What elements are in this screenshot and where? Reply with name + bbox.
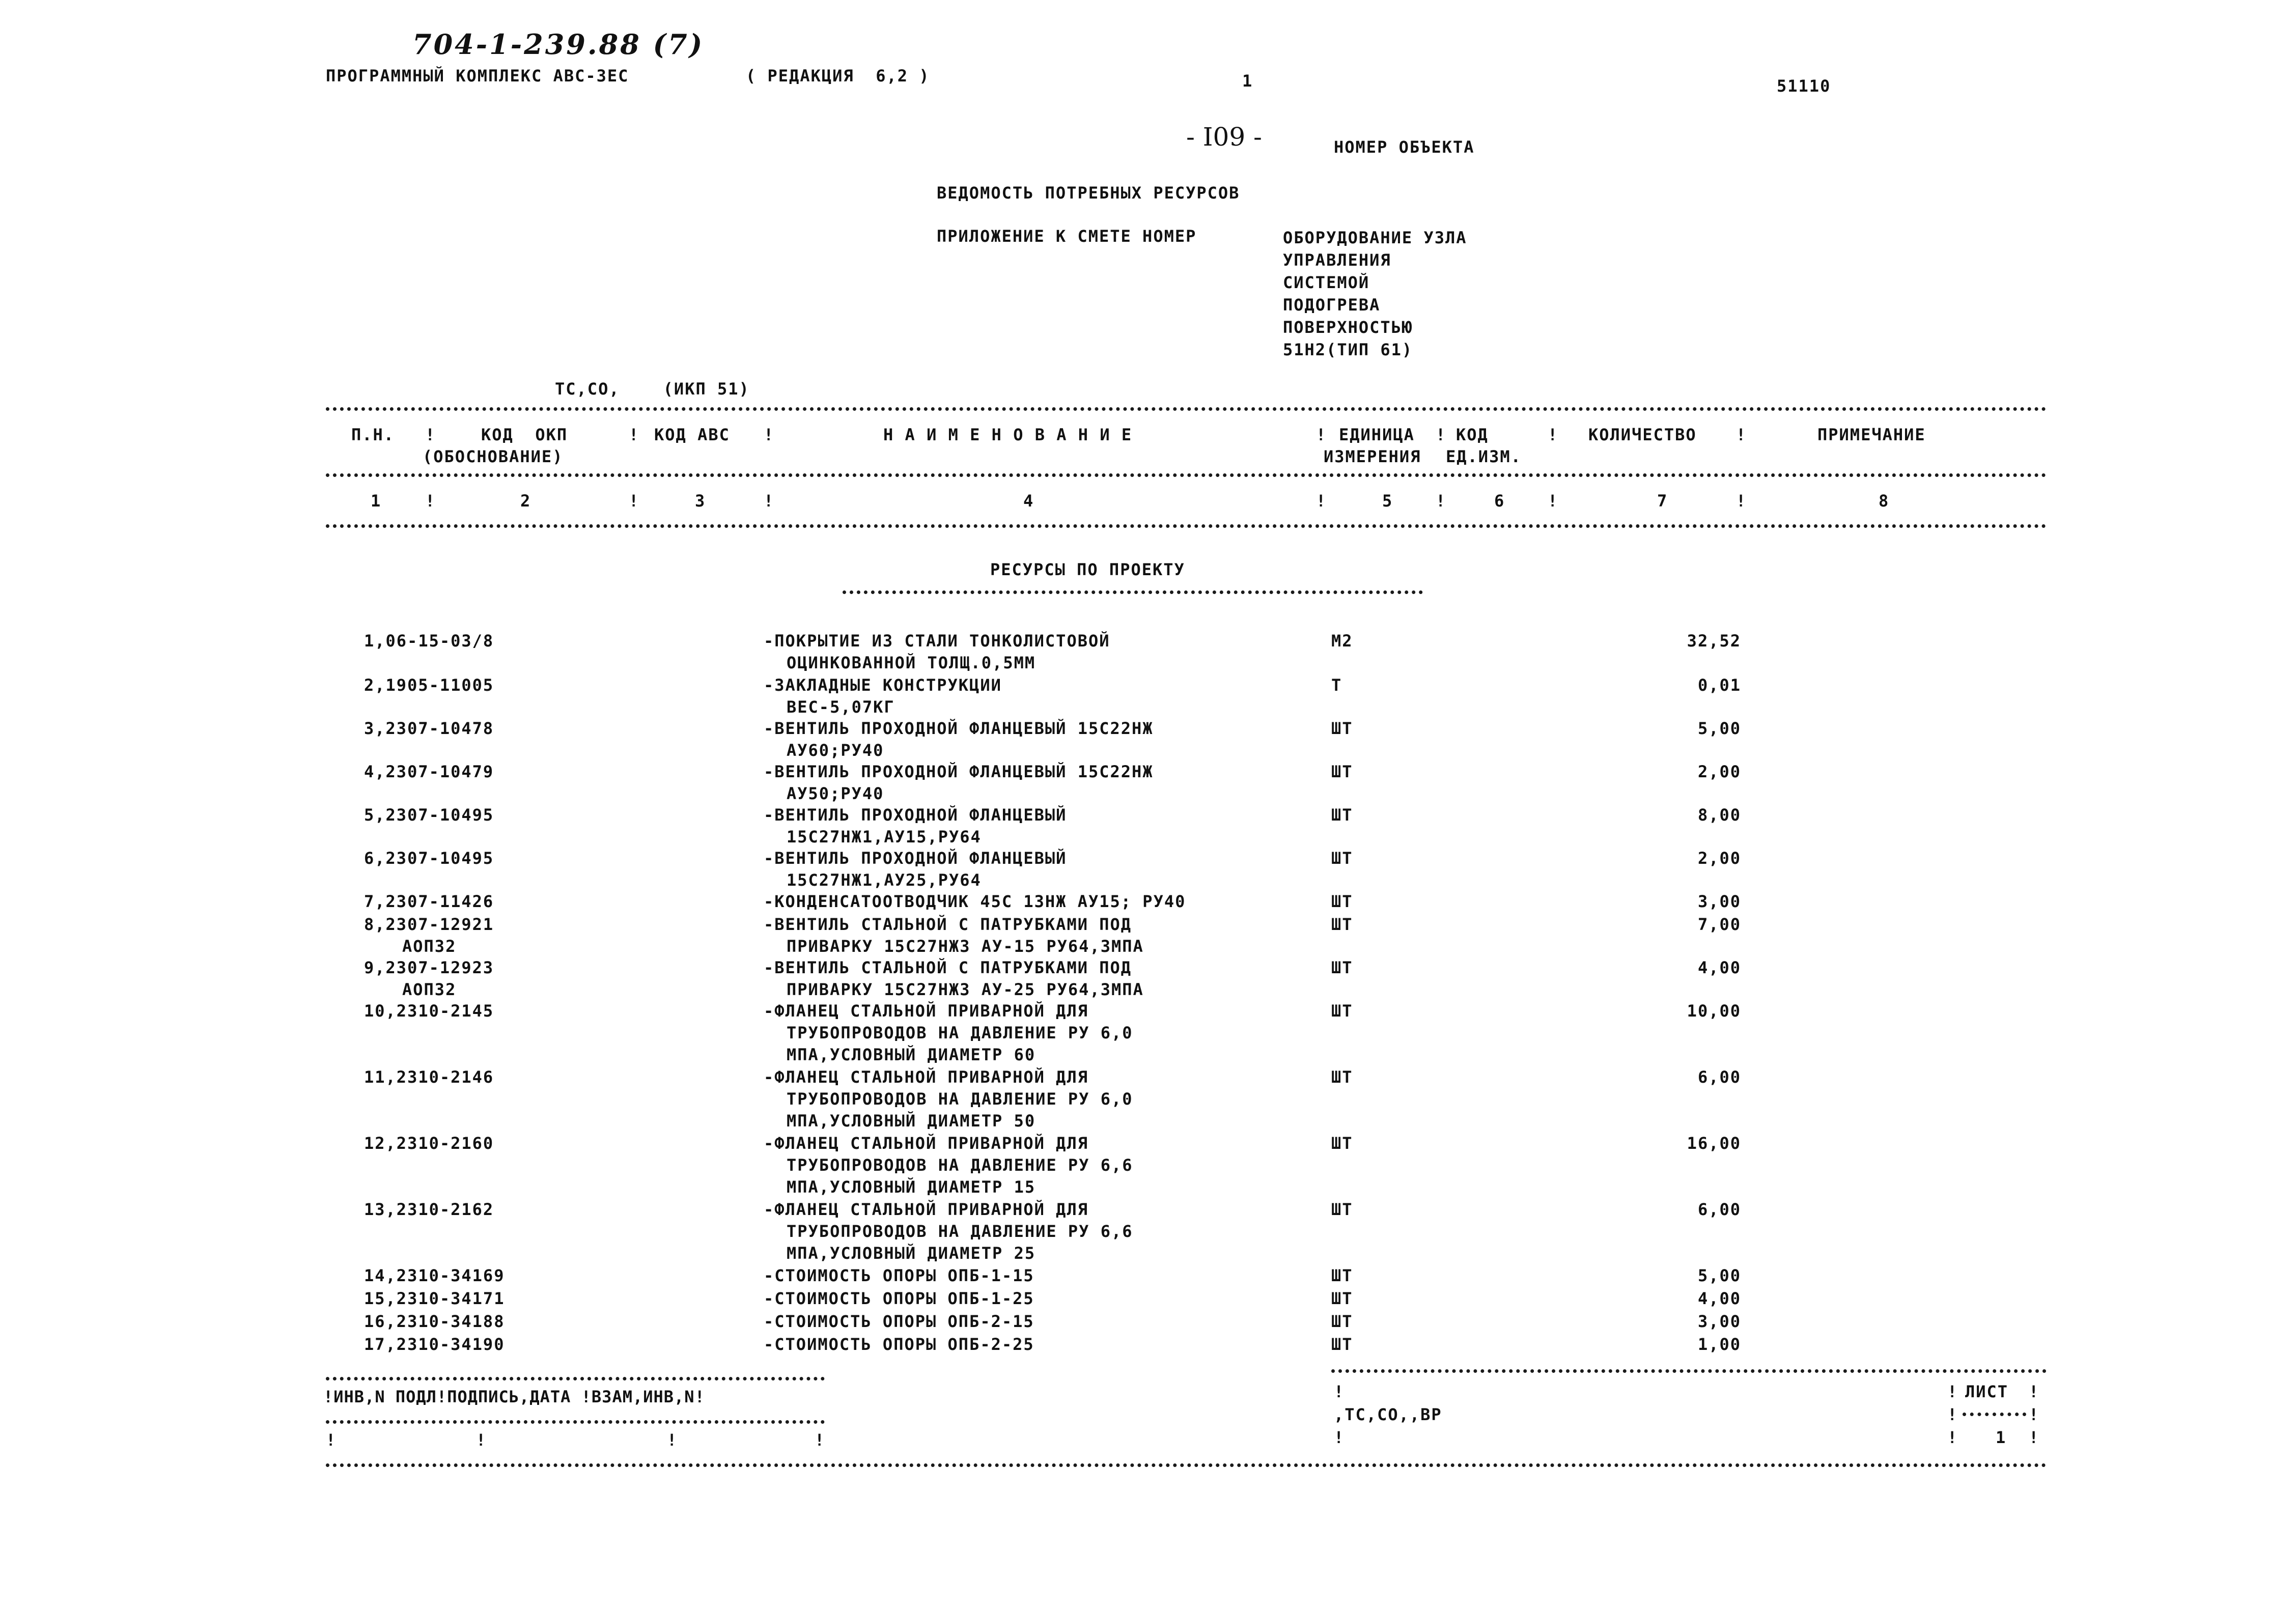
row-name-line: -СТОИМОСТЬ ОПОРЫ ОПБ-1-15 [764,1266,1034,1285]
row-code-suffix: АОП32 [402,937,457,956]
header-col-5b: ИЗМЕРЕНИЯ [1324,447,1421,466]
row-name-line: МПА,УСЛОВНЫЙ ДИАМЕТР 50 [787,1111,1036,1131]
row-code: 10,2310-2145 [364,1001,494,1021]
header-col-2a: КОД ОКП [481,425,568,444]
row-name-line: -ФЛАНЕЦ СТАЛЬНОЙ ПРИВАРНОЙ ДЛЯ [764,1001,1088,1021]
row-quantity: 3,00 [1697,1312,1741,1331]
header-col-6a: КОД [1456,425,1489,444]
col-separator: ! [326,1430,337,1450]
row-name-line: МПА,УСЛОВНЫЙ ДИАМЕТР 25 [787,1244,1036,1263]
row-unit: ШТ [1331,1335,1353,1354]
row-name-line: ТРУБОПРОВОДОВ НА ДАВЛЕНИЕ РУ 6,6 [787,1155,1133,1175]
program-edition: ( РЕДАКЦИЯ 6,2 ) [746,66,930,86]
row-unit: ШТ [1331,1289,1353,1308]
row-unit: ШТ [1331,805,1353,825]
handwritten-document-code: 704-1-239.88 (7) [412,28,705,61]
footer-rule-bottom [326,1463,2047,1467]
row-quantity: 5,00 [1697,1266,1741,1285]
row-name-line: ТРУБОПРОВОДОВ НА ДАВЛЕНИЕ РУ 6,0 [787,1023,1133,1042]
col-separator: ! [1334,1428,1345,1447]
appendix-line: ПОДОГРЕВА [1283,295,1381,315]
appendix-line: ОБОРУДОВАНИЕ УЗЛА [1283,228,1467,247]
col-separator: ! [667,1430,678,1450]
row-code-suffix: АОП32 [402,980,457,999]
row-unit: ШТ [1331,958,1353,977]
col-separator: ! [1548,491,1559,511]
row-unit: ШТ [1331,892,1353,911]
header-col-1: П.Н. [351,425,395,444]
row-unit: М2 [1331,631,1353,651]
col-separator: ! [764,425,775,444]
header-col-7: КОЛИЧЕСТВО [1588,425,1697,444]
row-code: 2,1905-11005 [364,675,494,695]
col-separator: ! [1736,425,1747,444]
row-quantity: 1,00 [1697,1335,1741,1354]
appendix-value [1283,227,1467,361]
row-name-line: МПА,УСЛОВНЫЙ ДИАМЕТР 60 [787,1045,1036,1064]
row-name-line: АУ60;РУ40 [787,741,884,760]
row-code: 3,2307-10478 [364,719,494,738]
row-unit: ШТ [1331,1266,1353,1285]
appendix-line: УПРАВЛЕНИЯ [1283,250,1391,270]
row-name-line: ПРИВАРКУ 15С27НЖ3 АУ-25 РУ64,3МПА [787,980,1144,999]
sheet-label: ЛИСТ [1965,1382,2009,1401]
row-name-line: -ФЛАНЕЦ СТАЛЬНОЙ ПРИВАРНОЙ ДЛЯ [764,1067,1088,1087]
row-unit: ШТ [1331,1001,1353,1021]
header-col-8: ПРИМЕЧАНИЕ [1817,425,1926,444]
row-code: 1,06-15-03/8 [364,631,494,651]
row-unit: Т [1331,675,1342,695]
row-unit: ШТ [1331,719,1353,738]
row-quantity: 0,01 [1697,675,1741,695]
row-name-line: ТРУБОПРОВОДОВ НА ДАВЛЕНИЕ РУ 6,6 [787,1222,1133,1241]
rule-top [326,407,2047,411]
col-separator: ! [2029,1382,2040,1401]
row-code: 16,2310-34188 [364,1312,505,1331]
page-number: - I09 - [1186,122,1262,152]
header-col-4: Н А И М Е Н О В А Н И Е [883,425,1133,444]
row-quantity: 5,00 [1697,719,1741,738]
col-number: 8 [1879,491,1890,511]
object-number-label: НОМЕР ОБЪЕКТА [1334,137,1475,157]
row-unit: ШТ [1331,915,1353,934]
row-name-line: -СТОИМОСТЬ ОПОРЫ ОПБ-2-15 [764,1312,1034,1331]
col-separator: ! [764,491,775,511]
col-separator: ! [1316,491,1327,511]
col-separator: ! [1548,425,1559,444]
row-unit: ШТ [1331,849,1353,868]
sheet-cell-rule [1963,1413,2026,1416]
row-code: 9,2307-12923 [364,958,494,977]
row-name-line: ОЦИНКОВАННОЙ ТОЛЩ.0,5ММ [787,653,1036,672]
col-separator: ! [629,425,640,444]
footer-rule-left-mid [326,1420,825,1424]
appendix-line: 51Н2(ТИП 61) [1283,340,1413,359]
col-separator: ! [1436,425,1447,444]
row-name-line: -ВЕНТИЛЬ СТАЛЬНОЙ С ПАТРУБКАМИ ПОД [764,958,1132,977]
row-name-line: -СТОИМОСТЬ ОПОРЫ ОПБ-2-25 [764,1335,1034,1354]
row-name-line: 15С27НЖ1,АУ15,РУ64 [787,827,982,847]
row-name-line: -ЗАКЛАДНЫЕ КОНСТРУКЦИИ [764,675,1002,695]
col-number: 1 [371,491,382,511]
program-name: ПРОГРАММНЫЙ КОМПЛЕКС АВС-ЗЕС [326,66,629,86]
row-code: 6,2307-10495 [364,849,494,868]
row-quantity: 2,00 [1697,762,1741,781]
row-quantity: 3,00 [1697,892,1741,911]
sheet-number-top: 1 [1242,71,1253,91]
appendix-line: ПОВЕРХНОСТЬЮ [1283,318,1413,337]
col-separator: ! [476,1430,487,1450]
col-separator: ! [1334,1382,1345,1401]
col-separator: ! [629,491,640,511]
col-separator: ! [1436,491,1447,511]
col-separator: ! [1736,491,1747,511]
row-name-line: -КОНДЕНСАТООТВОДЧИК 45С 13НЖ АУ15; РУ40 [764,892,1186,911]
header-col-6b: ЕД.ИЗМ. [1446,447,1522,466]
row-name-line: -ВЕНТИЛЬ ПРОХОДНОЙ ФЛАНЦЕВЫЙ 15С22НЖ [764,762,1154,781]
col-separator: ! [2029,1405,2040,1424]
col-number: 3 [695,491,706,511]
row-name-line: -ФЛАНЕЦ СТАЛЬНОЙ ПРИВАРНОЙ ДЛЯ [764,1134,1088,1153]
footer-center-text: ,ТС,СО,,ВР [1334,1405,1442,1424]
row-name-line: ТРУБОПРОВОДОВ НА ДАВЛЕНИЕ РУ 6,0 [787,1089,1133,1109]
col-number: 5 [1382,491,1393,511]
row-code: 17,2310-34190 [364,1335,505,1354]
col-separator: ! [815,1430,826,1450]
rule-header-bottom [326,473,2047,477]
row-quantity: 4,00 [1697,958,1741,977]
row-quantity: 4,00 [1697,1289,1741,1308]
row-name-line: -ПОКРЫТИЕ ИЗ СТАЛИ ТОНКОЛИСТОВОЙ [764,631,1110,651]
row-name-line: -ВЕНТИЛЬ СТАЛЬНОЙ С ПАТРУБКАМИ ПОД [764,915,1132,934]
col-separator: ! [2029,1428,2040,1447]
row-name-line: ПРИВАРКУ 15С27НЖ3 АУ-15 РУ64,3МПА [787,937,1144,956]
row-name-line: -ВЕНТИЛЬ ПРОХОДНОЙ ФЛАНЦЕВЫЙ [764,849,1067,868]
appendix-label: ПРИЛОЖЕНИЕ К СМЕТЕ НОМЕР [937,227,1197,246]
row-name-line: АУ50;РУ40 [787,784,884,803]
col-separator: ! [425,491,436,511]
row-code: 15,2310-34171 [364,1289,505,1308]
document-title: ВЕДОМОСТЬ ПОТРЕБНЫХ РЕСУРСОВ [937,183,1240,203]
col-number: 2 [520,491,531,511]
col-number: 6 [1494,491,1505,511]
footer-stamp-header: !ИНВ,N ПОДЛ!ПОДПИСЬ,ДАТА !ВЗАМ,ИНВ,N! [323,1387,705,1406]
row-name-line: МПА,УСЛОВНЫЙ ДИАМЕТР 15 [787,1177,1036,1197]
row-name-line: ВЕС-5,07КГ [787,697,895,717]
row-code: 13,2310-2162 [364,1200,494,1219]
row-code: 7,2307-11426 [364,892,494,911]
col-number: 4 [1023,491,1034,511]
row-code: 12,2310-2160 [364,1134,494,1153]
row-name-line: -СТОИМОСТЬ ОПОРЫ ОПБ-1-25 [764,1289,1034,1308]
row-code: 11,2310-2146 [364,1067,494,1087]
col-separator: ! [425,425,436,444]
row-name-line: -ФЛАНЕЦ СТАЛЬНОЙ ПРИВАРНОЙ ДЛЯ [764,1200,1088,1219]
col-number: 7 [1657,491,1668,511]
row-code: 4,2307-10479 [364,762,494,781]
header-col-5a: ЕДИНИЦА [1339,425,1415,444]
header-col-3: КОД АВС [654,425,730,444]
appendix-line: СИСТЕМОЙ [1283,273,1370,292]
row-name-line: -ВЕНТИЛЬ ПРОХОДНОЙ ФЛАНЦЕВЫЙ 15С22НЖ [764,719,1154,738]
footer-rule-left-top [326,1377,825,1380]
row-name-line: -ВЕНТИЛЬ ПРОХОДНОЙ ФЛАНЦЕВЫЙ [764,805,1067,825]
unit-note: ТС,СО, (ИКП 51) [555,379,750,399]
row-quantity: 2,00 [1697,849,1741,868]
rule-numbers-bottom [326,524,2047,528]
row-code: 5,2307-10495 [364,805,494,825]
section-underline [843,590,1423,594]
col-separator: ! [1947,1405,1958,1424]
row-code: 8,2307-12921 [364,915,494,934]
document-id: 51110 [1777,76,1831,96]
row-unit: ШТ [1331,762,1353,781]
row-quantity: 10,00 [1687,1001,1741,1021]
row-quantity: 6,00 [1697,1200,1741,1219]
row-name-line: 15С27НЖ1,АУ25,РУ64 [787,870,982,890]
section-title: РЕСУРСЫ ПО ПРОЕКТУ [990,560,1185,579]
row-quantity: 16,00 [1687,1134,1741,1153]
row-quantity: 8,00 [1697,805,1741,825]
row-unit: ШТ [1331,1312,1353,1331]
col-separator: ! [1947,1382,1958,1401]
col-separator: ! [1947,1428,1958,1447]
col-separator: ! [1316,425,1327,444]
row-quantity: 32,52 [1687,631,1741,651]
row-unit: ШТ [1331,1134,1353,1153]
row-unit: ШТ [1331,1200,1353,1219]
row-quantity: 6,00 [1697,1067,1741,1087]
row-unit: ШТ [1331,1067,1353,1087]
footer-rule-right-top [1331,1369,2047,1373]
header-col-2b: (ОБОСНОВАНИЕ) [423,447,564,466]
row-code: 14,2310-34169 [364,1266,505,1285]
row-quantity: 7,00 [1697,915,1741,934]
sheet-value: 1 [1996,1428,2007,1447]
